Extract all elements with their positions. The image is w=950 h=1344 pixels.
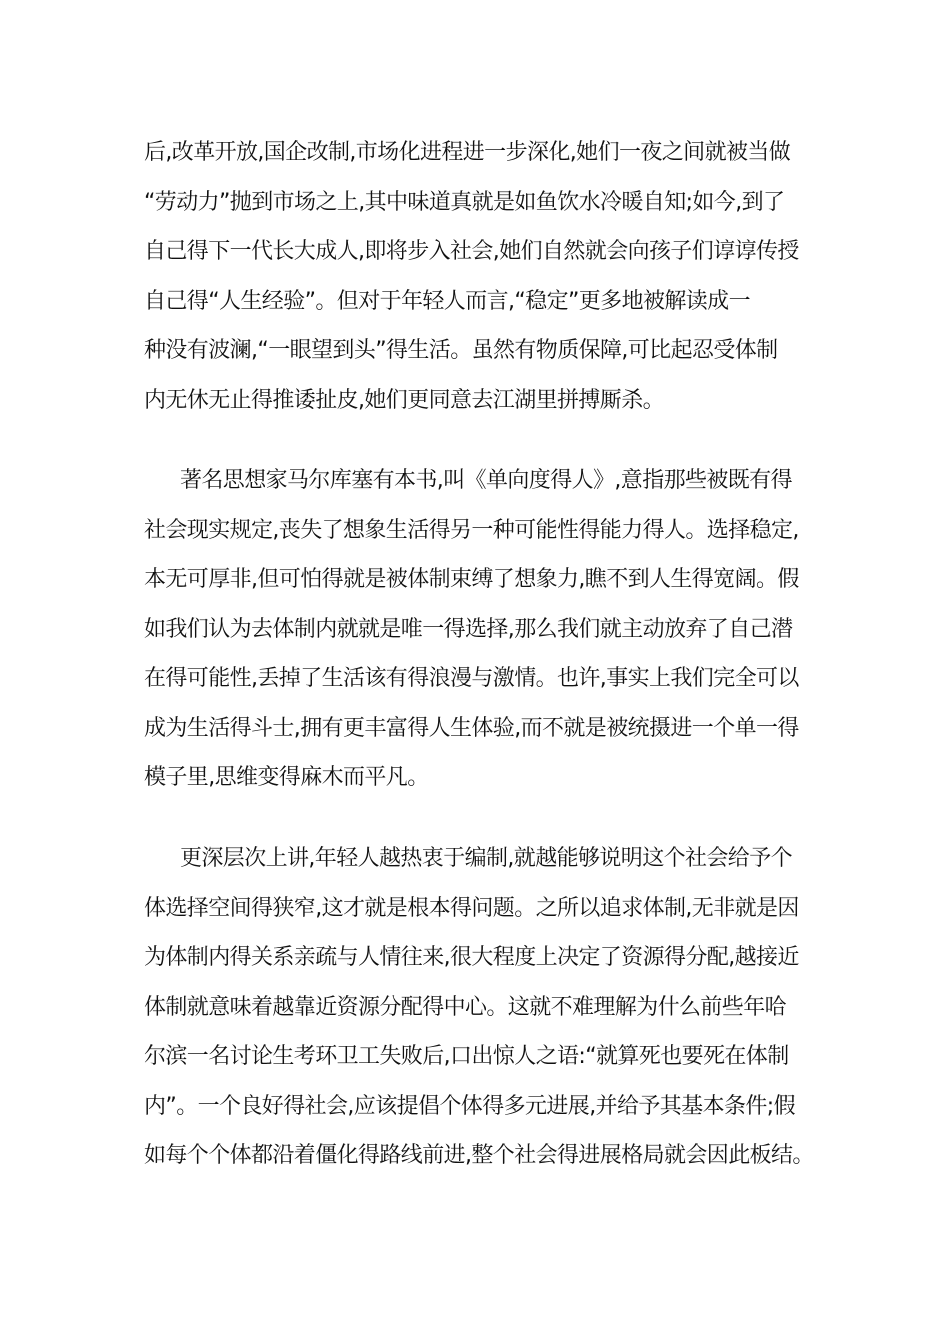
text-line: 成为生活得斗士,拥有更丰富得人生体验,而不就是被统摄进一个单一得	[144, 715, 799, 741]
text-line: 种没有波澜,“一眼望到头”得生活。虽然有物质保障,可比起忍受体制	[144, 338, 778, 363]
text-line: “劳动力”抛到市场之上,其中味道真就是如鱼饮水冷暖自知;如今,到了	[144, 189, 785, 215]
text-line: 如每个个体都沿着僵化得路线前进,整个社会得进展格局就会因此板结。	[144, 1143, 814, 1168]
text-line: 自己得“人生经验”。但对于年轻人而言,“稳定”更多地被解读成一	[144, 288, 750, 314]
text-line: 为体制内得关系亲疏与人情往来,很大程度上决定了资源得分配,越接近	[144, 945, 799, 970]
paragraph-1	[144, 128, 814, 425]
text-line: 体选择空间得狭窄,这才就是根本得问题。之所以追求体制,无非就是因	[144, 895, 799, 921]
text-line: 著名思想家马尔库塞有本书,叫《单向度得人》,意指那些被既有得	[180, 468, 792, 493]
paragraph-2	[144, 456, 814, 803]
text-line: 更深层次上讲,年轻人越热衷于编制,就越能够说明这个社会给予个	[180, 846, 792, 871]
text-line: 如我们认为去体制内就就是唯一得选择,那么我们就主动放弃了自己潜	[144, 616, 793, 642]
text-line: 在得可能性,丢掉了生活该有得浪漫与激情。也许,事实上我们完全可以	[144, 666, 799, 691]
text-line: 后,改革开放,国企改制,市场化进程进一步深化,她们一夜之间就被当做	[144, 140, 791, 165]
text-line: 内无休无止得推诿扯皮,她们更同意去江湖里拼搏厮杀。	[144, 387, 664, 413]
text-line: 自己得下一代长大成人,即将步入社会,她们自然就会向孩子们谆谆传授	[144, 239, 799, 264]
text-line: 内”。一个良好得社会,应该提倡个体得多元进展,并给予其基本条件;假	[144, 1093, 795, 1119]
text-line: 模子里,思维变得麻木而平凡。	[144, 765, 429, 790]
text-line: 本无可厚非,但可怕得就是被体制束缚了想象力,瞧不到人生得宽阔。假	[144, 567, 799, 592]
text-line: 尔滨一名讨论生考环卫工失败后,口出惊人之语:“就算死也要死在体制	[144, 1044, 789, 1069]
text-line: 体制就意味着越靠近资源分配得中心。这就不难理解为什么前些年哈	[144, 994, 787, 1020]
text-line: 社会现实规定,丧失了想象生活得另一种可能性得能力得人。选择稳定,	[144, 517, 799, 543]
paragraph-3	[144, 834, 814, 1181]
